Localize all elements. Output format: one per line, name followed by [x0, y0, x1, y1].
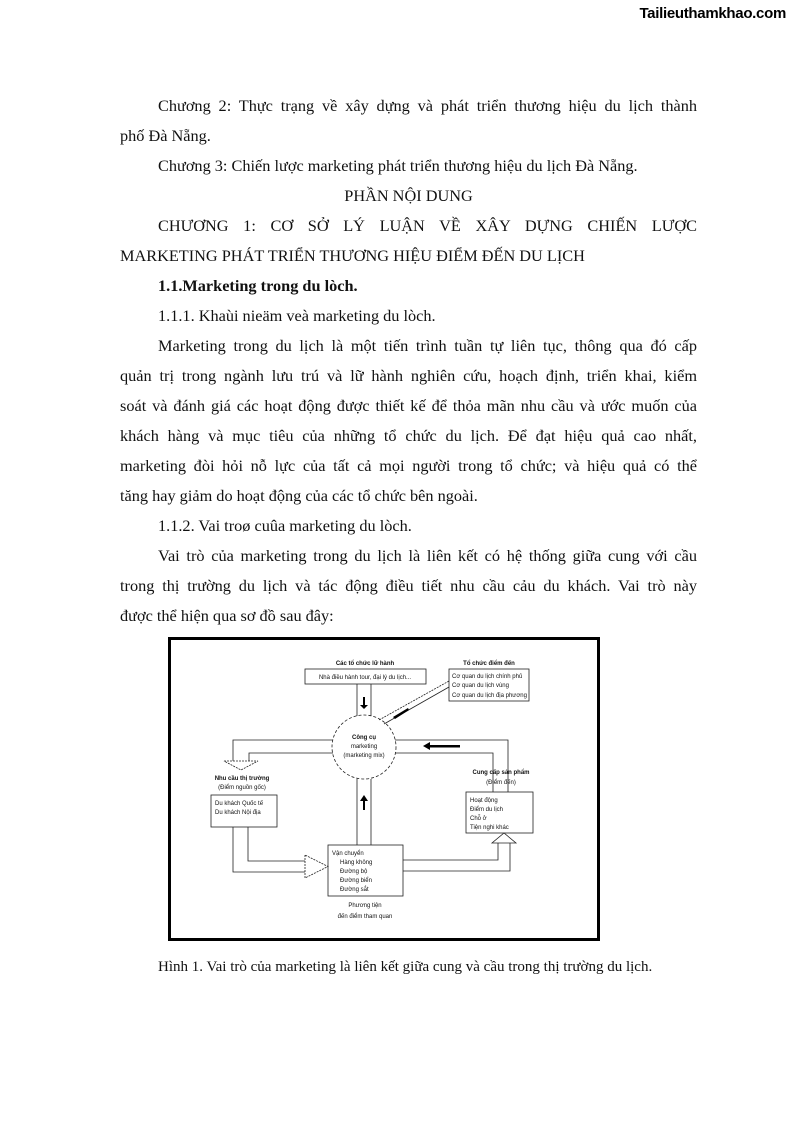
transport-item: Đường sắt: [340, 887, 369, 893]
travel-title: Các tổ chức lữ hành: [335, 661, 395, 667]
supply-item: Tiện nghi khác: [470, 825, 509, 831]
center-text: marketing: [350, 744, 378, 750]
watermark: Tailieuthamkhao.com: [639, 5, 786, 22]
dest-org-title: Tổ chức điểm đến: [463, 661, 515, 667]
demand-title: Nhu cầu thị trường: [214, 776, 270, 782]
section-heading: PHẦN NỘI DUNG: [344, 186, 473, 205]
transport-item: Vận chuyển: [332, 851, 364, 857]
demand-sub: (Điểm nguồn gốc): [218, 785, 266, 791]
transport-caption: đến điểm tham quan: [337, 914, 393, 920]
text-line: khách hàng và mục tiêu của những tổ chức du lịch. Để đạt hiệu quả cao nhất,: [120, 426, 697, 445]
text-line: marketing đòi hỏi nỗ lực của tất cả mọi người trong tổ chức; và hiệu quả có thể: [120, 456, 697, 475]
text-line: Marketing trong du lịch là một tiến trình tuần tự liên tục, thông qua đó cấp: [158, 336, 697, 355]
demand-item: Du khách Quốc tế: [215, 801, 264, 807]
chapter-heading: MARKETING PHÁT TRIỂN THƯƠNG HIỆU ĐIỂM ĐẾN DU LỊCH: [120, 246, 585, 265]
transport-item: Hàng không: [340, 860, 373, 866]
supply-sub: (Điểm đến): [486, 780, 516, 786]
transport-item: Đường bộ: [340, 869, 368, 875]
text-line: quản trị trong ngành lưu trú và lữ hành nghiên cứu, hoạch định, triển khai, kiểm: [120, 366, 697, 385]
transport-item: Đường biển: [340, 878, 372, 884]
marketing-role-diagram: [168, 637, 600, 941]
text-line: soát và đánh giá các hoạt động được thiết kế để thỏa mãn nhu cầu và ước muốn của: [120, 396, 697, 415]
text-line: Chương 2: Thực trạng về xây dựng và phát triển thương hiệu du lịch thành: [158, 96, 697, 115]
supply-item: Hoạt động: [470, 798, 498, 804]
text-line: trong thị trường du lịch và tác động điều tiết nhu cầu cảu du khách. Vai trò này: [120, 576, 697, 595]
text-line: tăng hay giảm do hoạt động của các tổ chức bên ngoài.: [120, 486, 478, 505]
subsection-heading: 1.1.Marketing trong du lòch.: [158, 276, 358, 295]
center-text: Công cụ: [352, 735, 376, 741]
dest-org-item: Cơ quan du lịch chính phủ: [452, 674, 523, 680]
text-line: Chương 3: Chiến lược marketing phát triển thương hiệu du lịch Đà Nẵng.: [158, 156, 638, 175]
chapter-heading: CHƯƠNG 1: CƠ SỞ LÝ LUẬN VỀ XÂY DỰNG CHIẾN LƯỢC: [158, 216, 697, 235]
subsection-heading: 1.1.1. Khaùi nieäm veà marketing du lòch.: [158, 306, 436, 325]
dest-org-item: Cơ quan du lịch vùng: [452, 683, 509, 689]
figure-caption: Hình 1. Vai trò của marketing là liên kết giữa cung và cầu trong thị trường du lịch.: [158, 959, 653, 975]
dest-org-item: Cơ quan du lịch địa phương: [452, 693, 527, 699]
document-body: [120, 91, 697, 631]
text-line: Vai trò của marketing trong du lịch là liên kết có hệ thống giữa cung với cầu: [158, 546, 697, 565]
text-line: được thể hiện qua sơ đồ sau đây:: [120, 606, 334, 625]
text-line: phố Đà Nẵng.: [120, 126, 211, 145]
center-text: (marketing mix): [343, 753, 385, 759]
supply-title: Cung cấp sản phẩm: [472, 770, 530, 776]
diagram-frame: [168, 637, 600, 941]
supply-item: Chỗ ở: [470, 816, 487, 822]
subsection-heading: 1.1.2. Vai troø cuûa marketing du lòch.: [158, 516, 412, 535]
transport-caption: Phương tiện: [348, 903, 382, 909]
demand-item: Du khách Nội địa: [215, 810, 261, 816]
supply-item: Điểm du lịch: [470, 807, 504, 813]
travel-box-text: Nhà điều hành tour, đại lý du lịch...: [318, 675, 412, 681]
